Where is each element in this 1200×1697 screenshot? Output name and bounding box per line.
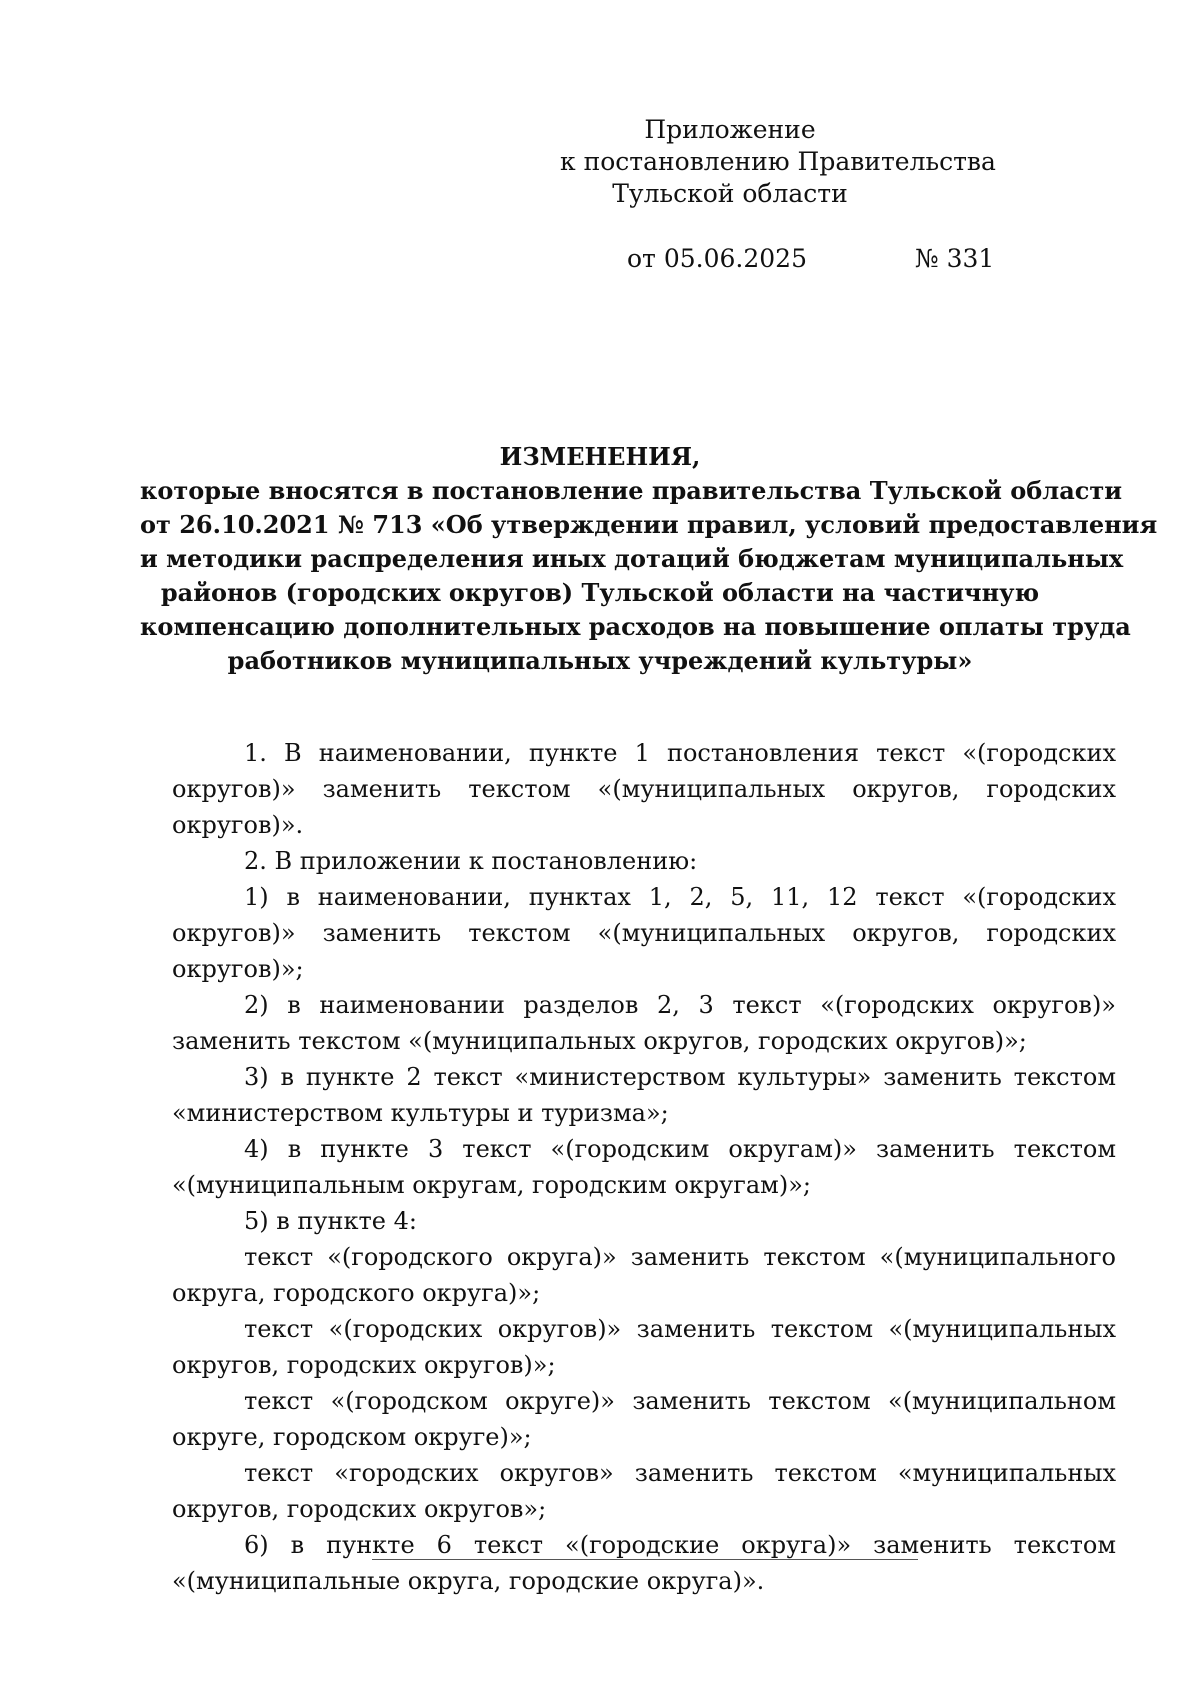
appendix-region-line: Тульской области	[612, 179, 848, 208]
title-heading: ИЗМЕНЕНИЯ,	[499, 442, 701, 471]
title-line: которые вносятся в постановление правительства Тульской области	[140, 476, 1123, 505]
appendix-resolution-line: к постановлению Правительства	[560, 147, 996, 176]
subitem-5: 5) в пункте 4:	[244, 1207, 417, 1235]
document-title	[140, 440, 1158, 678]
title-line: от 26.10.2021 № 713 «Об утверждении правил, условий предоставления	[140, 510, 1158, 539]
subitem-2: 2) в наименовании разделов 2, 3 текст «(городских округов)» заменить текстом «(муниципальных округов, городских округов)»;	[172, 991, 1116, 1055]
subitem-3: 3) в пункте 2 текст «министерством культуры» заменить текстом «министерством культуры и туризма»;	[172, 1063, 1116, 1127]
end-divider	[372, 1559, 918, 1560]
resolution-number: № 331	[915, 244, 995, 273]
subitem-5-text-2: текст «(городских округов)» заменить текстом «(муниципальных округов, городских округов)»;	[172, 1315, 1116, 1379]
title-line: районов (городских округов) Тульской области на частичную	[160, 578, 1040, 607]
title-line: работников муниципальных учреждений культуры»	[227, 646, 973, 675]
appendix-label: Приложение	[644, 115, 816, 144]
subitem-5-text-4: текст «городских округов» заменить текстом «муниципальных округов, городских округов»;	[172, 1459, 1116, 1523]
title-line: компенсацию дополнительных расходов на повышение оплаты труда	[140, 612, 1131, 641]
paragraph-2: 2. В приложении к постановлению:	[244, 847, 698, 875]
document-body	[172, 735, 1116, 1599]
appendix-header	[560, 114, 996, 210]
subitem-6: 6) в пункте 6 текст «(городские округа)» заменить текстом «(муниципальные округа, городские округа)».	[172, 1531, 1116, 1595]
title-line: и методики распределения иных дотаций бюджетам муниципальных	[140, 544, 1124, 573]
resolution-date: от 05.06.2025	[627, 244, 807, 273]
paragraph-1: 1. В наименовании, пункте 1 постановления текст «(городских округов)» заменить текстом «(муниципальных округов, городских округов)».	[172, 739, 1116, 839]
subitem-1: 1) в наименовании, пунктах 1, 2, 5, 11, 12 текст «(городских округов)» заменить текстом «(муниципальных округов, городских округов)»;	[172, 883, 1116, 983]
subitem-5-text-1: текст «(городского округа)» заменить текстом «(муниципального округа, городского округа)»;	[172, 1243, 1116, 1307]
subitem-5-text-3: текст «(городском округе)» заменить текстом «(муниципальном округе, городском округе)»;	[172, 1387, 1116, 1451]
subitem-4: 4) в пункте 3 текст «(городским округам)» заменить текстом «(муниципальным округам, городским округам)»;	[172, 1135, 1116, 1199]
